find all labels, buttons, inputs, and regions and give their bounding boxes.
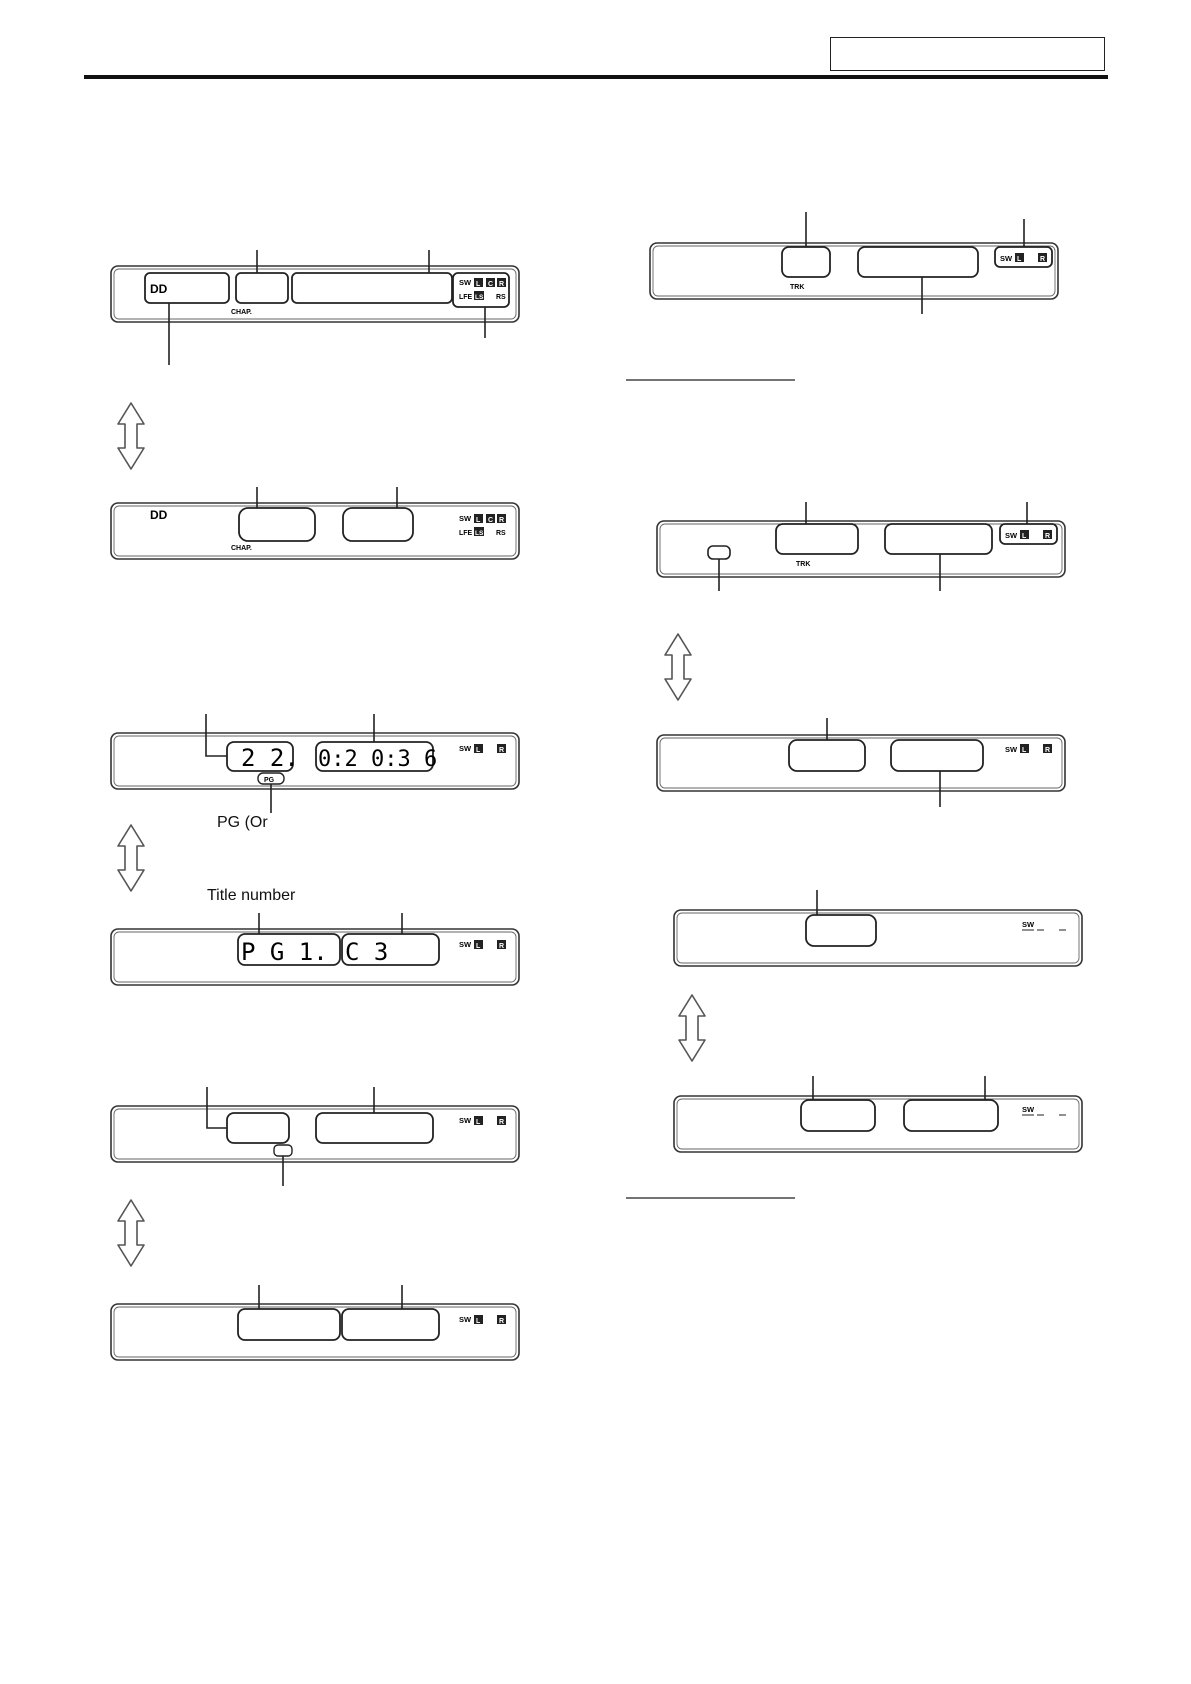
- r-indicator: R: [499, 747, 505, 754]
- trk-indicator: TRK: [796, 561, 811, 568]
- sw-indicator: SW: [459, 1116, 472, 1125]
- display-cd-5: [674, 1096, 1082, 1152]
- sw-indicator: SW: [1022, 920, 1035, 929]
- lfe-indicator: LFE: [459, 294, 473, 301]
- l-indicator: L: [1022, 533, 1027, 540]
- digits-b: C 3: [345, 938, 389, 966]
- l-indicator: L: [476, 1119, 481, 1126]
- sw-indicator: SW: [459, 940, 472, 949]
- display-dvd-5: [111, 1106, 519, 1162]
- sw-indicator: SW: [1005, 745, 1018, 754]
- rs-indicator: RS: [496, 294, 506, 301]
- rs-indicator: RS: [496, 530, 506, 537]
- r-indicator: R: [499, 1318, 505, 1325]
- display-dvd-3: [111, 733, 519, 789]
- digits-b: 0:2 0:3 6: [318, 747, 438, 772]
- display-cd-1: [650, 243, 1058, 299]
- pg-badge-text: PG: [264, 777, 275, 784]
- sw-indicator: SW: [1005, 531, 1018, 540]
- l-indicator: L: [476, 517, 481, 524]
- toggle-arrow-icon: [118, 825, 144, 891]
- c-indicator: C: [488, 281, 494, 288]
- l-indicator: L: [476, 943, 481, 950]
- l-indicator: L: [1017, 256, 1022, 263]
- display-dvd-1: [111, 266, 519, 322]
- display-cd-4: [674, 910, 1082, 966]
- digits-a: P G 1.: [241, 938, 328, 966]
- dolby-logo: DD: [150, 282, 168, 296]
- c-indicator: C: [488, 517, 494, 524]
- dolby-logo: DD: [150, 508, 168, 522]
- chap-indicator: CHAP.: [231, 309, 252, 316]
- sw-indicator: SW: [459, 744, 472, 753]
- sw-indicator: SW: [459, 278, 472, 287]
- digits-a: 2 2.: [241, 744, 299, 772]
- sw-indicator: SW: [1022, 1105, 1035, 1114]
- r-indicator: R: [1045, 533, 1051, 540]
- ls-indicator: LS: [475, 530, 484, 537]
- r-indicator: R: [499, 943, 505, 950]
- title-number-label: Title number: [207, 887, 296, 904]
- r-indicator: R: [499, 1119, 505, 1126]
- l-indicator: L: [1022, 747, 1027, 754]
- lfe-indicator: LFE: [459, 530, 473, 537]
- l-indicator: L: [476, 281, 481, 288]
- toggle-arrow-icon: [118, 403, 144, 469]
- trk-indicator: TRK: [790, 284, 805, 291]
- chap-indicator: CHAP.: [231, 545, 252, 552]
- sw-indicator: SW: [459, 514, 472, 523]
- ls-indicator: LS: [475, 294, 484, 301]
- display-dvd-2: [111, 503, 519, 559]
- sw-indicator: SW: [459, 1315, 472, 1324]
- l-indicator: L: [476, 747, 481, 754]
- sw-indicator: SW: [1000, 254, 1013, 263]
- l-indicator: L: [476, 1318, 481, 1325]
- toggle-arrow-icon: [679, 995, 705, 1061]
- toggle-arrow-icon: [665, 634, 691, 700]
- pg-note-label: PG (Or: [217, 814, 268, 831]
- display-dvd-4: [111, 929, 519, 985]
- display-cd-3: [657, 735, 1065, 791]
- r-indicator: R: [499, 281, 505, 288]
- display-dvd-6: [111, 1304, 519, 1360]
- r-indicator: R: [499, 517, 505, 524]
- toggle-arrow-icon: [118, 1200, 144, 1266]
- r-indicator: R: [1040, 256, 1046, 263]
- r-indicator: R: [1045, 747, 1051, 754]
